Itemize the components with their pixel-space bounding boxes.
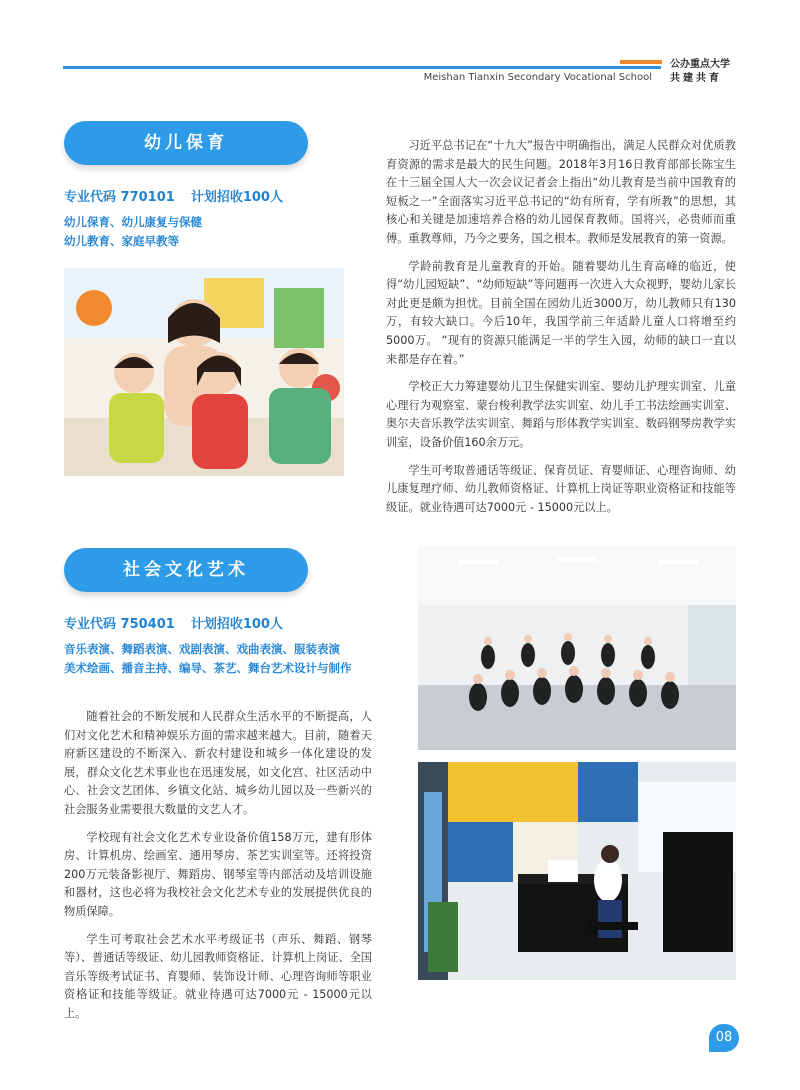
section1-paragraph: 学生可考取普通话等级证、保育员证、育婴师证、心理咨询师、幼儿康复理疗师、幼儿教师资格证、计算机上岗证等职业资格证和技能等级证。就业待遇可达7000元 - 15000元以上。 [386, 463, 736, 514]
page-number: 08 [709, 1024, 739, 1052]
section1-paragraph: 学龄前教育是儿童教育的开始。随着婴幼儿生育高峰的临近，使得“幼儿园短缺”、“幼师短缺”等问题再一次进入大众视野，婴幼儿家长对此更是颇为担忧。目前全国在园幼儿近3000万，幼儿教师只有130万，有较大缺口。今后10年，我国学前三年适龄儿童人口将增至约5000万。 “现有的资源只能满足一半的学生入园，幼师的缺口一直以来都是存在着。” [386, 259, 736, 366]
section1-code-line [64, 186, 283, 205]
section1-code: 专业代码 770101 [64, 190, 175, 205]
dance-studio-photo [418, 545, 736, 750]
section2-directions-line2: 美术绘画、播音主持、编导、茶艺、舞台艺术设计与制作 [64, 661, 352, 675]
section1-title: 幼儿保育 [64, 121, 308, 165]
section2-paragraph: 学生可考取社会艺术水平考级证书（声乐、舞蹈、钢琴等）、普通话等级证、幼儿园教师资格证、计算机上岗证、全国音乐等级考试证书、育婴师、装饰设计师、心理咨询师等职业资格证和技能等级证。就业待遇可达7000元 - 15000元以上。 [64, 932, 372, 1020]
section1-plan: 计划招收100人 [190, 190, 283, 205]
section2-code: 专业代码 750401 [64, 617, 175, 632]
section1-body [386, 137, 736, 526]
header-slogan-line2: 共建共育 [670, 73, 722, 84]
section2-body [64, 708, 372, 1033]
section2-title: 社会文化艺术 [64, 548, 308, 592]
section2-paragraph: 随着社会的不断发展和人民群众生活水平的不断提高，人们对文化艺术和精神娱乐方面的需求越来越大。目前，随着天府新区建设的不断深入、新农村建设和城乡一体化建设的发展，群众文化艺术事业也在迅速发展，如文化宫、社区活动中心、社会文艺团体、乡镇文化站、城乡幼儿园以及一些新兴的社会服务业需要很大数量的文艺人才。 [64, 710, 372, 816]
section1-paragraph: 学校正大力筹建婴幼儿卫生保健实训室、婴幼儿护理实训室、儿童心理行为观察室、蒙台梭利教学法实训室、幼儿手工书法绘画实训室、奥尔夫音乐教学法实训室、舞蹈与形体教学实训室、数码钢琴房教学实训室，设备价值160余万元。 [386, 380, 736, 449]
school-name-en: Meishan Tianxin Secondary Vocational School [423, 72, 652, 83]
header-accent-bar [620, 60, 662, 64]
section1-directions-line1: 幼儿保育、幼儿康复与保健 [64, 215, 202, 229]
section1-directions-line2: 幼儿教育、家庭早教等 [64, 234, 179, 248]
piano-room-photo [418, 762, 736, 980]
header-slogan [670, 58, 730, 86]
header-rule [63, 66, 661, 69]
section1-paragraph: 习近平总书记在“十九大”报告中明确指出，满足人民群众对优质教育资源的需求是最大的民生问题。2018年3月16日教育部部长陈宝生在十三届全国人大一次会议记者会上指出“幼儿教育是当前中国教育的短板之一”全面落实习近平总书记的“幼有所育，学有所教”的思想，其核心和关键是加速培养合格的幼儿园保育教师。国将兴，必贵师而重傅。重教尊师，乃今之要务，国之根本。教师是发展教育的第一资源。 [386, 139, 736, 245]
header-slogan-line1: 公办重点大学 [670, 59, 730, 70]
children-teacher-photo [64, 268, 344, 476]
section1-directions [64, 213, 202, 251]
section2-paragraph: 学校现有社会文化艺术专业设备价值158万元，建有形体房、计算机房、绘画室、通用琴房、茶艺实训室等。还将投资200万元装备影视厅、舞蹈房、钢琴室等内部活动及培训设施和器材，这也必将为我校社会文化艺术专业的发展提供优良的物质保障。 [64, 830, 372, 918]
section2-directions-line1: 音乐表演、舞蹈表演、戏剧表演、戏曲表演、服装表演 [64, 642, 340, 656]
section2-code-line [64, 613, 283, 632]
section2-directions [64, 640, 352, 678]
section2-plan: 计划招收100人 [190, 617, 283, 632]
